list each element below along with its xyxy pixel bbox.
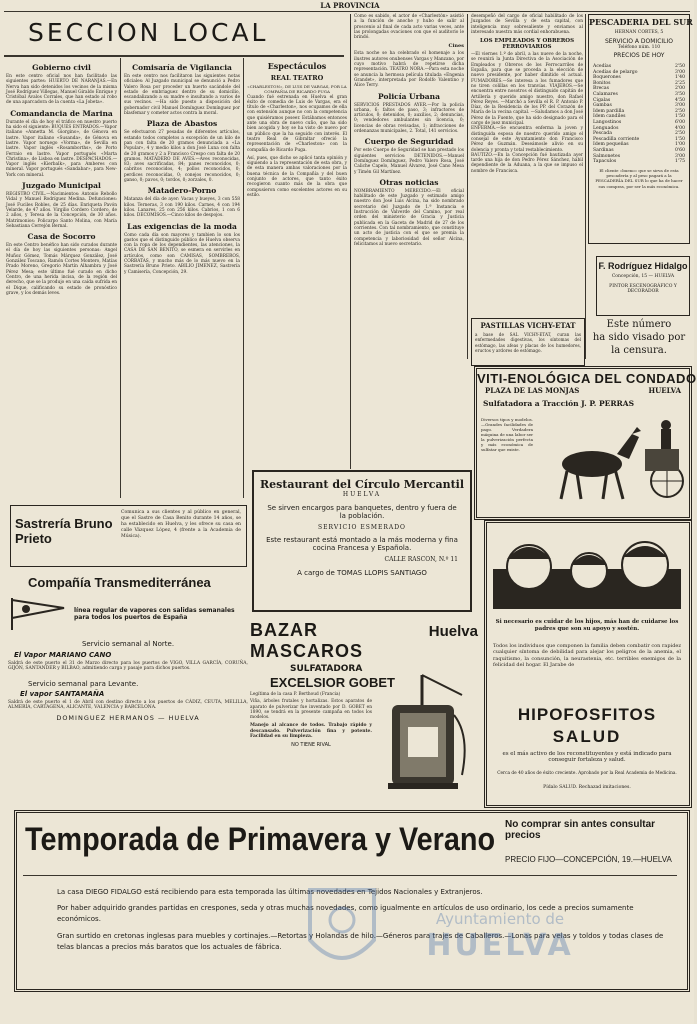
price-value: 2'25 bbox=[674, 80, 685, 86]
price-item: Gambas bbox=[593, 103, 612, 109]
matadero-text: Matanza del día de ayer: Vacas y bueyes, 3 con 558 kilos. Terneras, 3 con 190 kilos. Carnes, 4 con 194 kilos. Lanares, 25 con 256 kilos. Cabrios, 1 con 6 kilos. DECOMISOS.—Cinco kilos de despojos. bbox=[124, 197, 240, 219]
price-item: Acedías de pelargo bbox=[593, 69, 638, 75]
exigencias-title: Las exigencias de la moda bbox=[127, 221, 237, 231]
precios-title: PRECIOS DE HOY bbox=[613, 52, 665, 59]
price-value: 3'00 bbox=[674, 103, 685, 109]
gobet-title: EXCELSIOR GOBET bbox=[270, 675, 395, 690]
viti-title: VITI-ENOLÓGICA DEL CONDADO bbox=[477, 371, 697, 386]
section-title: SECCION LOCAL bbox=[28, 18, 269, 47]
compania-service-1: Servicio semanal al Norte. bbox=[81, 640, 175, 648]
watermark bbox=[380, 910, 620, 980]
censura-line-3: la censura. bbox=[611, 345, 667, 356]
price-value: 2'50 bbox=[674, 108, 685, 114]
hipo-title-2: SALUD bbox=[552, 727, 622, 746]
price-value: 3'50 bbox=[674, 91, 685, 97]
gobet-text: Viña, árboles frutales y hortalizas. Estos aparatos de aparato de pulverizar fue inventado por D. GOBET en 1890, se tendrá en la presente campaña en todos los modelos. bbox=[250, 699, 372, 721]
price-list bbox=[589, 61, 689, 165]
hipo-lab: Pídalo SALUD. Rechazad imitaciones. bbox=[543, 785, 631, 790]
price-item: Lenguados bbox=[593, 125, 619, 131]
hipo-text-3: es el más activo de los reconstituyentes y está indicado para conseguir fortaleza y salud. bbox=[502, 751, 672, 763]
price-value: 1'40 bbox=[674, 75, 685, 81]
juzgado-text: REGISTRO CIVIL.—Nacimientos: Antonio Rebollo Vidal y Manuel Rodríguez Medina. Defunciones: José Fuciles Robles, de 25 días. Enriqueta Pavón Velarde, de 47 años. Virgilio Cordero Cordero, de 2 años, y Teresa de la Concepción, de 30 años. Matrimonios: Policarpo Santo Molina, con María Sebastiana Cerrejón Bernal. bbox=[6, 192, 117, 229]
sulfatadora-label: SULFATADORA bbox=[290, 664, 363, 674]
viti-ad bbox=[474, 366, 697, 520]
restaurant-owner: A cargo de TOMAS LLOPIS SANTIAGO bbox=[297, 569, 427, 577]
horse-cart-illustration bbox=[537, 409, 682, 509]
socorro-title: Casa de Socorro bbox=[27, 232, 96, 242]
hipofosfitos-ad bbox=[484, 520, 692, 808]
hipo-title: HIPOFOSFITOS bbox=[517, 705, 657, 724]
flag-icon bbox=[8, 596, 68, 632]
price-value: 1'50 bbox=[674, 136, 685, 142]
socorro-text: En este Centro benéfico han sido curados durante el día de hoy las siguientes personas: Angel Muñoz Gómez, Tomás Márquez González, José González Toscano, Ramón Cortes Montero, Matías Prado Moreno, Gregorio Martín Alhambra y José Pérez Mesa; este último fué curado en dicho Centro, de una herida incisa, de la región del derecho, que se la produjo en una caída sufrida en el Dique, calificando su estado de pronóstico grave, y los demás leves. bbox=[6, 243, 117, 296]
price-value: 2'50 bbox=[674, 64, 685, 69]
rodriguez-sub: Concepción, 15 — HUELVA bbox=[611, 274, 675, 279]
price-value: 1'50 bbox=[674, 114, 685, 120]
hipo-text-4: Cerca de 40 años de éxito creciente. Aprobado por la Real Academia de Medicina. bbox=[497, 771, 677, 776]
restaurant-address: CALLE RASCON, N.º 11 bbox=[384, 556, 458, 563]
cuerpo-text: Por este Cuerpo de Seguridad se han prestado los siguientes servicios: DETENIDOS.—Manuel Domínguez Domínguez, Pedro Valero Rosa, José Caliche Capelo, Manuel Álvarez, José Cano Mesa y Timén Gil Martínez. bbox=[354, 148, 464, 175]
compania-ship-2: El vapor SANTAMAÑA bbox=[20, 689, 105, 698]
price-value: 2'50 bbox=[674, 131, 685, 137]
hipo-text-1: Si necesario es cuidar de los hijos, más han de cuidarse los padres que son su apoyo y sostén. bbox=[495, 619, 679, 632]
censura-line-1: Este número bbox=[606, 319, 672, 330]
sprayer-illustration bbox=[382, 665, 474, 795]
pescaderia-service: SERVICIO A DOMICILIO bbox=[605, 37, 673, 45]
censura-line-2: ha sido visado por bbox=[592, 332, 686, 343]
price-value: 3'00 bbox=[674, 69, 685, 75]
price-value: 3'00 bbox=[674, 153, 685, 159]
compania-title: Compañía Transmediterránea bbox=[28, 575, 211, 590]
pescaderia-ad bbox=[588, 14, 693, 244]
espectaculos-title: Espectáculos bbox=[267, 61, 327, 71]
price-item: Idem pardilla bbox=[593, 108, 625, 114]
gobierno-text: En este centro oficial nos han facilitado las siguientes partes: HUERTO DE NARANJAS.—En Nerva han sido detenidos los vecinos de la misma José Rodríguez Villegas, Manuel Giraldo Enrique y Cristóbal Avalos Corrales, que han estado al robo de una aparcadora de la cuenta «La Jobeta». bbox=[6, 74, 117, 106]
temporada-precio: PRECIO FIJO—CONCEPCIÓN, 19.—HUELVA bbox=[505, 855, 672, 864]
compania-line: línea regular de vapores con salidas semanales para todos los puertos de España bbox=[74, 607, 235, 621]
temporada-no-comprar: No comprar sin antes consultar precios bbox=[505, 819, 656, 841]
teatro-title: REAL TEATRO bbox=[270, 74, 324, 82]
cines-label: Cines bbox=[448, 43, 464, 50]
teatro-text-2: Así, pues, que dicho se aplicó tanta opinión y siguiendo a la representación de esta obra, y de esta manera ambas valoraciones por la buena técnica de la Compañía y del buen conjunto de actores, que tanto éxito recogieron cuanto más de la obra que compusieron como excelentes actores en su estilo. bbox=[247, 155, 347, 198]
viti-text: Diversos tipos y modelos.—Grandes facilidades de pago. Verdadera máquina de una labor ser la pulverización perfecta y más económica de sulfatar que existe. bbox=[481, 417, 533, 452]
watermark-line-1: Ayuntamiento de bbox=[435, 910, 565, 928]
bautizo-text: BAUTIZO.—En la Concepción fué bautizada ayer tarde una hija de don Pedro Pérez Sánchez, hábil dependiente de la Aduana, a la que se impuso el nombre de Francisca. bbox=[471, 152, 583, 174]
column-4 bbox=[354, 14, 464, 464]
ferroviarios-text: —El viernes 1.º de abril, a las nueve de la noche, se reunirá la Junta Directiva de la Asociación de Empleados y Obreros de los Ferrocarriles de España, para que se proceda a la elección de nuevo presidente, por haber dimitido el actual. FUMADORES.—Se interesa a los fumadores que no tiren colillas en los tranvías. VIAJEROS.—Se encuentra entre nosotros el distinguido capitán de Artillería y querido amigo nuestro, don Rafael Pérez Reyes. —Marchó a Sevilla el R. P. Antonio P. Díaz, de la Residencia de los PP. del Corazón de María de la vecina capital. —Saludamos a don José Pérez de la Fuente, que ha sido designado para el cargo de juez municipal. bbox=[471, 52, 583, 127]
enferma-text: ENFERMA.—Se encuentra enferma la joven y distinguida esposa de nuestro querido amigo el consejal de este Ayuntamiento don Francisco Pérez de Guzmán. Deseámosle alivio en su dolencia y pronta y total restablecimiento. bbox=[471, 126, 583, 153]
bazar-ad bbox=[250, 620, 478, 802]
intro-text: Como es sabido, el actor de «Charlestón» asistió a la función de anoche y hubo de salir al proscenio al final de cada acto varias veces, ante las prolongadas ovaciones con que el auditorio le brindó. bbox=[354, 14, 464, 41]
price-item: Langostinos bbox=[593, 119, 622, 125]
price-item: Idem candiles bbox=[593, 114, 626, 120]
pescaderia-owner: HERNAN CORTES, 5 bbox=[614, 30, 664, 35]
price-item: Salmonetes bbox=[593, 153, 621, 159]
temporada-title: Temporada de Primavera y Verano bbox=[25, 821, 496, 857]
policia-title: Policía Urbana bbox=[378, 91, 440, 101]
price-value: 2'00 bbox=[674, 86, 685, 92]
juzgado-title: Juzgado Municipal bbox=[22, 181, 101, 191]
teatro-text: Cuando fué estrenada en Huelva el gran éxito de comedia de Luis de Vargas, era el título de «Charleston», nos ocupamos de ella con extensión aunque no con la competencia que quisiéramos poseer. Estábamos entonces ante una obra de nuevo cuño, que ha sido bien acogida y hoy se ha visto de nuevo por un público que la ha seguido con interés. El teatro Real de Gibraltar ofreció la representación de «Charleston» con la compañía de Ricardo Puga. bbox=[247, 94, 347, 153]
price-item: Tapaculos bbox=[593, 159, 617, 165]
noticias-title: Otras noticias bbox=[379, 177, 439, 187]
compania-ship-1: El Vapor MARIANO CANO bbox=[14, 651, 112, 659]
price-item: Bonitos bbox=[593, 80, 611, 86]
price-item: Pescada bbox=[593, 131, 612, 137]
pescaderia-note: El cliente «bueno» que se sirva de esta pescadería y al peso pagará a la PESCADERÍA DEL SUR lo que ha de hacer sus compras, por ser la más económica. bbox=[595, 167, 683, 189]
price-value: 1'00 bbox=[674, 142, 685, 148]
price-item: Pescadilla corriente bbox=[593, 136, 640, 142]
matadero-title: Matadero-Porno bbox=[147, 186, 217, 196]
price-item: Boquerones bbox=[593, 75, 621, 81]
price-item: Calamares bbox=[593, 91, 618, 97]
restaurant-text-2: Este restaurant está montado a la más moderna y fina cocina Francesa y Española. bbox=[266, 536, 458, 552]
price-value: 4'00 bbox=[674, 125, 685, 131]
compania-text-1: Saldrá de este puerto el 31 de Marzo directo para los puertos de VIGO, VILLA GARCÍA, CORUÑA, GIJÓN, SANTANDER y BILBAO, admitiendo carga y pasaje para dichos puertos. bbox=[8, 661, 248, 672]
family-faces-illustration bbox=[493, 529, 681, 609]
restaurant-ad bbox=[252, 470, 472, 612]
price-value: 4'50 bbox=[674, 97, 685, 103]
abastos-text: Se efectuaron 27 pesadas de diferentes artículos, estando todos completos a excepción de un kilo de pan con falta de 20 gramos denunciada a «La Popular», 4 y medio kilos a don José Luna con falta de 20 gramos y 2 a Francisco Crespo con falta de 20 gramos. MATADERO DE AVES.—Aves reconocidas, 83; aves sacrificadas, 84; panes reconocidos, 0; cabritos reconocidos, 4; pollos reconocidos, 0; perdices reconocidas, 0; conejos reconocidos, 0; ganso, 0; pavos, 0; tordos, 0; zorzales, 0. bbox=[124, 130, 240, 184]
column-2 bbox=[124, 60, 240, 500]
teatro-subtitle: «CHARLESTON», DE LUIS DE VARGAS, POR LA COMPAÑIA DE RICARDO PUGA bbox=[247, 84, 347, 95]
sastreria-text: Comunica a sus clientes y al público en general, que el Sastre de Casa Benito durante 14 años, se ha establecido en Huelva, y les ofrece su casa en calle Vázquez López, 4 (frente a la Academia de Música). bbox=[121, 510, 241, 539]
watermark-crest-icon bbox=[300, 880, 384, 980]
marina-text: Durante el día de hoy el tráfico en nuestro puerto ha sido el siguiente: BUQUES ENTRADOS.—Vapor italiano «Annetta M. Giorgino», de Génova en lastre. Vapor italiano «Susanda», de Génova en lastre. Vapor noruego «Vorma», de Sevilla en lastre. Vapor inglés «Rosamborths», de Porto Ferraio en lastre. Vapor portugués «Marta Christina», de Lisboa en lastre. DESPACHADOS.—Vapor inglés «Kierbalk», para Amberes con mineral. Vapor portugués «Sandabar», para New-York con mineral. bbox=[6, 119, 117, 178]
viti-city: HUELVA bbox=[648, 386, 681, 395]
vigilancia-text: En este centro nos facilitaron las siguientes notas oficiales: Al Juzgado municipal se denunció a Pedro Valero Rosa por proceder un huerto sacándole del estado de embriaguez dentro de su domicilio, escandalizando a su madre e insultando a varios de sus vecinos. —Ha sido puesto a disposición del gobernador civil Manuel Domínguez Domínguez por blasfemar y cometer actos contra la moral. bbox=[124, 74, 240, 117]
rodriguez-ad bbox=[596, 256, 690, 316]
sastreria-title: Sastrería Bruno Prieto bbox=[15, 516, 113, 546]
temporada-text-2: Por haber adquirido grandes partidas en crespones, seda y otras muchas novedades, como igualmente en artículos de uso ordinario, los cede a precios sumamente económicos. bbox=[57, 904, 634, 923]
compania-agent: DOMINGUEZ HERMANOS — HUELVA bbox=[56, 714, 200, 723]
newspaper-name: LA PROVINCIA bbox=[320, 1, 380, 10]
vigilancia-title: Comisaría de Vigilancia bbox=[132, 63, 232, 72]
temporada-text-1: La casa DIEGO FIDALGO está recibiendo para esta temporada las últimas novedades en Tejidos Nacionales y Extranjeros. bbox=[57, 888, 483, 896]
restaurant-esmerado: SERVICIO ESMERADO bbox=[318, 524, 406, 531]
price-item: Acedías bbox=[593, 64, 612, 69]
bazar-title: BAZAR MASCAROS bbox=[250, 620, 364, 661]
restaurant-text-1: Se sirven encargos para banquetes, dentro y fuera de la población. bbox=[267, 504, 457, 520]
price-item: Sardinas bbox=[593, 147, 614, 153]
gobierno-title: Gobierno civil bbox=[32, 63, 91, 72]
price-value: 1'75 bbox=[674, 159, 685, 165]
gobet-sub: Legítima de la casa P. Berthoud (Francia) bbox=[250, 692, 341, 697]
price-value: 6'00 bbox=[674, 119, 685, 125]
price-value: 0'60 bbox=[674, 147, 685, 153]
rodriguez-line: PINTOR ESCENOGRÁFICO Y DECORADOR bbox=[609, 283, 677, 294]
sastreria-ad bbox=[10, 505, 247, 567]
restaurant-city: HUELVA bbox=[342, 491, 382, 498]
restaurant-title: Restaurant del Círculo Mercantil bbox=[259, 478, 465, 491]
watermark-line-2: HUELVA bbox=[426, 928, 574, 963]
exigencias-text: Como cada día son mayores y tambien lo son los gastos que el distinguido público de Huelva observa con la ropa de los dependientes, las atenciones, la CASA DE SAN BENITO, se esmera en servirles en artículos, como son CAMISAS, SOMBREROS, CORBATAS, y mucho más de lo más nuevo en la Sastrería Bruno Prieto. ABILIO JIMENEZ, Sastrería y Camisería, Concepción, 29. bbox=[124, 232, 240, 275]
marina-title: Comandancia de Marina bbox=[10, 108, 113, 118]
column-3 bbox=[247, 58, 347, 463]
ferroviarios-title: LOS EMPLEADOS Y OBREROS FERROVIARIOS bbox=[479, 38, 575, 51]
column-5 bbox=[471, 14, 583, 359]
rodriguez-title: F. Rodríguez Hidalgo bbox=[598, 261, 688, 271]
compania-service-2: Servicio semanal para Levante. bbox=[28, 679, 139, 688]
abastos-title: Plaza de Abastos bbox=[146, 119, 218, 129]
compania-ad bbox=[8, 575, 248, 803]
policia-text: SERVICIOS PRESTADOS AYER.—Por la policía urbana, 6; faltos de paso, 3; infractores de artículos, 0; detenidos, 0; auxilios, 2; denuncias, 0; vendedores ambulantes sin licencia, 0; licencias de obras revisadas, 1; infracciones de ordenanzas municipales, 2. Total, 141 servicios. bbox=[354, 102, 464, 135]
viti-place: PLAZA DE LAS MONJAS bbox=[485, 386, 580, 395]
censura-notice bbox=[590, 318, 688, 363]
price-item: Idem pequeñas bbox=[593, 142, 629, 148]
col5-text-1: desempeñó del cargo de oficial habilitado de los Juzgados de Sevilla y de esta capital, con inteligencia muy sobresaliente y enviamos al interesado nuestra más cordial enhorabuena. bbox=[471, 14, 583, 35]
viti-sulfatadora: Sulfatadora a Tracción J. P. PERRAS bbox=[483, 399, 635, 408]
noticias-text: NOMBRAMIENTO MERECIDO.—El oficial habilitado de este Juzgado y estimado amigo nuestro don José Luis Alcina, ha sido nombrado secretario del Juzgado de 1.ª Instancia e Instrucción de Valverde del Camino, por real orden del ministerio de Gracia y Justicia publicada en la Gaceta de Madrid de 27 de los corrientes. Con tal nombramiento, que constituye un acto de justicia con el que se premia la competencia y laboriosidad del señor Alcina, felicitamos al nuevo secretario. bbox=[354, 188, 464, 247]
bazar-city: Huelva bbox=[428, 623, 478, 640]
price-item: Cigalas bbox=[593, 97, 611, 103]
price-item: Brecas bbox=[593, 86, 609, 92]
vichy-ad: PASTILLAS VICHY-ETAT a base de SAL VICHY-ETAT, curan las enfermedades digestivas, los síntomas del estómago, las afeas y placas de los humedores, eructos y ardores de estómago. bbox=[471, 318, 585, 366]
pescaderia-phone: Teléfono núm. 110 bbox=[617, 44, 661, 50]
cuerpo-title: Cuerpo de Seguridad bbox=[364, 137, 454, 147]
gobet-rival: NO TIENE RIVAL bbox=[291, 742, 331, 749]
pescaderia-title: PESCADERIA DEL SUR bbox=[589, 17, 693, 27]
gobet-features: Manejo al alcance de todos. Trabajo rápido y descansado. Pulverización fina y potente. Facilidad en su limpieza. bbox=[250, 723, 372, 740]
cines-text: Esta noche se ha celebrado el homenaje a los ilustres autores onubenses Vargas y Manzano, por cuyo motivo habrá de repetirse dicha representación. TEATRO NORA.—Para esta noche se anuncia la hermosa película titulada «Engenia Grandet», interpretada por Rodolfo Valentino y Alice Terry. bbox=[354, 51, 464, 89]
temporada-text-3: Gran surtido en cretonas inglesas para muebles y cortinajes.—Retortas y Holandas de hilo.—Géneros para trajes de Caballeros.—Lonas para velas y toldos y todas clases de telas blancas a precios más baratos que los actuales de fábrica. bbox=[57, 932, 664, 951]
hipo-text-2: Todos los individuos que componen la familia deben combatir con rapidez cualquier síntoma de debilidad para alejar los peligros de la anemia, el raquitismo, la consunción, la neurastenia, etc. terribles enemigos de la felicidad del hogar. El Jarabe de bbox=[493, 643, 681, 669]
column-1 bbox=[6, 60, 117, 500]
compania-text-2: Saldrá de este puerto el 1 de Abril con destino directo a los puertos de CÁDIZ, CEUTA, MELILLA, ALMERÍA, CARTAGENA, ALICANTE, VALENCIA y BARCELONA. bbox=[8, 699, 248, 710]
